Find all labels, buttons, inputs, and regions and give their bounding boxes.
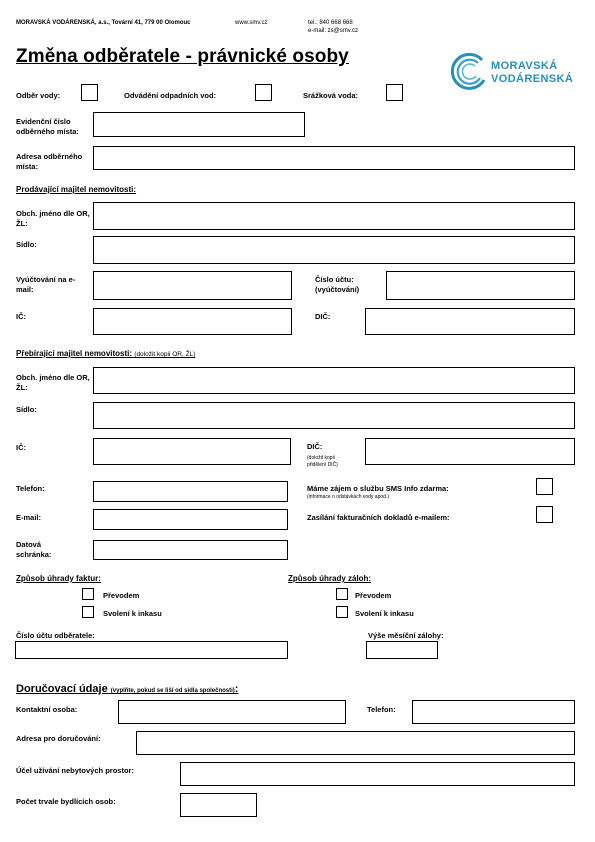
seller-dic-field[interactable] bbox=[365, 308, 575, 335]
header-web: www.smv.cz bbox=[235, 20, 268, 26]
buyer-email-label: E-mail: bbox=[16, 513, 42, 522]
invoices-direct-debit-checkbox[interactable] bbox=[82, 606, 94, 618]
evidence-number-field[interactable] bbox=[93, 112, 305, 137]
invoices-payment-heading: Způsob úhrady faktur: bbox=[16, 574, 101, 583]
seller-account-label: Číslo účtu: (vyúčtování) bbox=[315, 275, 360, 294]
buyer-email-field[interactable] bbox=[93, 509, 288, 530]
evidence-number-label: Evidenční číslo odběrného místa: bbox=[16, 117, 79, 136]
seller-dic-label: DIČ: bbox=[315, 312, 331, 321]
page-title: Změna odběratele - právnické osoby bbox=[16, 46, 349, 67]
header-company: MORAVSKÁ VODÁRENSKÁ, a.s., Tovární 41, 779 00 Olomouc bbox=[16, 20, 191, 26]
buyer-business-name-label: Obch. jméno dle OR, ŽL: bbox=[16, 373, 90, 392]
sms-note: (informace o odstávkách vody apod.) bbox=[307, 494, 389, 500]
buyer-phone-field[interactable] bbox=[93, 481, 288, 502]
seller-seat-label: Sídlo: bbox=[16, 240, 37, 249]
buyer-phone-label: Telefon: bbox=[16, 484, 45, 493]
delivery-address-field[interactable] bbox=[136, 731, 575, 755]
seller-business-name-field[interactable] bbox=[93, 202, 575, 230]
delivery-heading: Doručovací údaje (vyplňte, pokud se liší od sídla společnosti): bbox=[16, 683, 239, 695]
buyer-dic-label: DIČ: bbox=[307, 442, 323, 451]
water-supply-checkbox[interactable] bbox=[81, 84, 98, 101]
logo-swirl-icon bbox=[448, 52, 488, 92]
rain-water-label: Srážková voda: bbox=[303, 91, 359, 100]
contact-person-field[interactable] bbox=[118, 700, 346, 724]
advances-transfer-label: Převodem bbox=[355, 591, 392, 600]
logo-text: MORAVSKÁ VODÁRENSKÁ bbox=[491, 60, 574, 85]
delivery-phone-label: Telefon: bbox=[367, 705, 396, 714]
buyer-ic-label: IČ: bbox=[16, 443, 26, 452]
rain-water-checkbox[interactable] bbox=[386, 84, 403, 101]
advances-direct-debit-label: Svolení k inkasu bbox=[355, 609, 414, 618]
buyer-business-name-field[interactable] bbox=[93, 367, 575, 394]
buyer-dic-note: (doložit kopii přidělení DIČ) bbox=[307, 455, 338, 468]
site-address-label: Adresa odběrného místa: bbox=[16, 152, 83, 171]
header-phone: tel.: 840 668 668 bbox=[308, 20, 353, 26]
seller-billing-email-label: Vyúčtování na e-mail: bbox=[16, 275, 76, 294]
advance-amount-field[interactable] bbox=[366, 641, 438, 659]
delivery-phone-field[interactable] bbox=[412, 700, 575, 724]
water-supply-label: Odběr vody: bbox=[16, 91, 61, 100]
advance-amount-label: Výše měsíční zálohy: bbox=[368, 631, 444, 640]
site-address-field[interactable] bbox=[93, 146, 575, 170]
databox-label: Datová schránka: bbox=[16, 540, 52, 559]
residents-count-label: Počet trvale bydlících osob: bbox=[16, 797, 116, 806]
email-invoices-checkbox[interactable] bbox=[536, 506, 553, 523]
advances-direct-debit-checkbox[interactable] bbox=[336, 606, 348, 618]
buyer-seat-label: Sídlo: bbox=[16, 405, 37, 414]
buyer-seat-field[interactable] bbox=[93, 402, 575, 429]
buyer-heading: Přebírající majitel nemovitosti: (doložit kopii OR, ŽL) bbox=[16, 349, 196, 358]
header-email: e-mail: zs@smv.cz bbox=[308, 28, 358, 34]
seller-ic-field[interactable] bbox=[93, 308, 292, 335]
databox-field[interactable] bbox=[93, 540, 288, 560]
seller-business-name-label: Obch. jméno dle OR, ŽL: bbox=[16, 209, 90, 228]
advances-transfer-checkbox[interactable] bbox=[336, 588, 348, 600]
customer-account-label: Číslo účtu odběratele: bbox=[16, 631, 95, 640]
delivery-address-label: Adresa pro doručování: bbox=[16, 734, 101, 743]
waste-water-label: Odvádění odpadních vod: bbox=[124, 91, 217, 100]
invoices-transfer-label: Převodem bbox=[103, 591, 140, 600]
invoices-direct-debit-label: Svolení k inkasu bbox=[103, 609, 162, 618]
nonresidential-purpose-label: Účel užívání nebytových prostor: bbox=[16, 766, 134, 775]
buyer-ic-field[interactable] bbox=[93, 438, 291, 465]
nonresidential-purpose-field[interactable] bbox=[180, 762, 575, 786]
sms-interest-checkbox[interactable] bbox=[536, 478, 553, 495]
advances-payment-heading: Způsob úhrady záloh: bbox=[288, 574, 372, 583]
invoices-transfer-checkbox[interactable] bbox=[82, 588, 94, 600]
contact-person-label: Kontaktní osoba: bbox=[16, 705, 78, 714]
buyer-dic-field[interactable] bbox=[365, 438, 575, 465]
email-invoices-label: Zasílání fakturačních dokladů e-mailem: bbox=[307, 513, 450, 522]
seller-billing-email-field[interactable] bbox=[93, 271, 292, 300]
customer-account-field[interactable] bbox=[15, 641, 288, 659]
seller-seat-field[interactable] bbox=[93, 236, 575, 264]
waste-water-checkbox[interactable] bbox=[255, 84, 272, 101]
company-logo bbox=[448, 52, 488, 92]
seller-heading: Prodávající majitel nemovitosti: bbox=[16, 185, 137, 194]
seller-ic-label: IČ: bbox=[16, 312, 26, 321]
residents-count-field[interactable] bbox=[180, 793, 257, 817]
seller-account-field[interactable] bbox=[386, 271, 575, 300]
sms-interest-label: Máme zájem o službu SMS Info zdarma: bbox=[307, 484, 449, 493]
